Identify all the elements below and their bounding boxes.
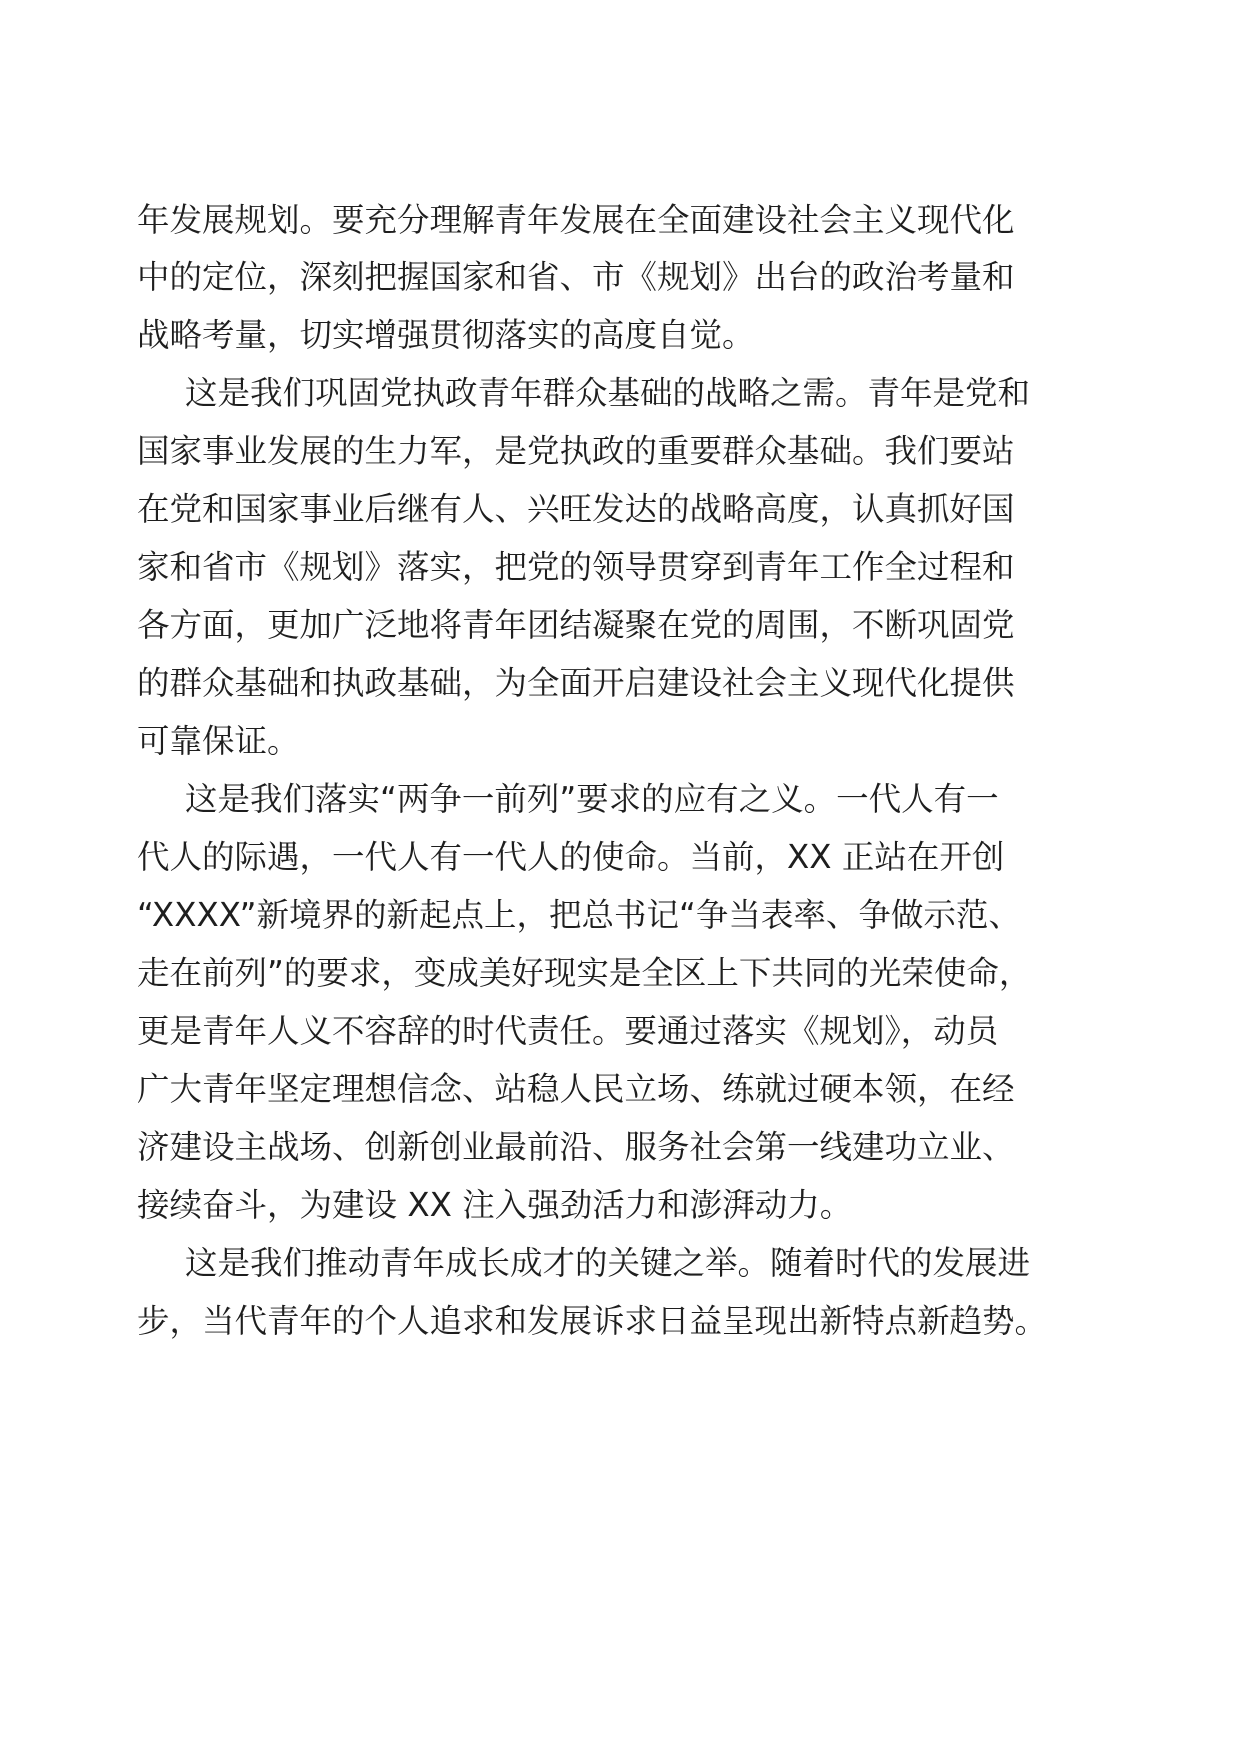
- text-line: 济建设主战场、创新创业最前沿、服务社会第一线建功立业、: [137, 1128, 1015, 1166]
- text-line: 的群众基础和执政基础，为全面开启建设社会主义现代化提供: [137, 664, 1015, 702]
- text-line: 中的定位，深刻把握国家和省、市《规划》出台的政治考量和: [137, 258, 1015, 296]
- text-line: 接续奋斗，为建设 XX 注入强劲活力和澎湃动力。: [137, 1186, 853, 1224]
- text-line: 在党和国家事业后继有人、兴旺发达的战略高度，认真抓好国: [137, 490, 1015, 528]
- text-line: 可靠保证。: [137, 722, 300, 760]
- text-line: 战略考量，切实增强贯彻落实的高度自觉。: [137, 316, 755, 354]
- text-line: 国家事业发展的生力军，是党执政的重要群众基础。我们要站: [137, 432, 1015, 470]
- text-line: 代人的际遇，一代人有一代人的使命。当前，XX 正站在开创: [137, 838, 1005, 876]
- text-line: 广大青年坚定理想信念、站稳人民立场、练就过硬本领，在经: [137, 1070, 1015, 1108]
- text-line: 这是我们巩固党执政青年群众基础的战略之需。青年是党和: [185, 374, 1031, 412]
- text-line: 这是我们落实“两争一前列”要求的应有之义。一代人有一: [185, 780, 999, 818]
- text-line: 走在前列”的要求，变成美好现实是全区上下共同的光荣使命，: [137, 954, 1032, 992]
- text-line: 年发展规划。要充分理解青年发展在全面建设社会主义现代化: [137, 201, 1015, 239]
- text-line: 更是青年人义不容辞的时代责任。要通过落实《规划》，动员: [137, 1012, 999, 1050]
- text-line: “XXXX”新境界的新起点上，把总书记“争当表率、争做示范、: [137, 896, 1021, 934]
- text-line: 步，当代青年的个人追求和发展诉求日益呈现出新特点新趋势。: [137, 1302, 1048, 1340]
- text-line: 家和省市《规划》落实，把党的领导贯穿到青年工作全过程和: [137, 548, 1015, 586]
- text-line: 这是我们推动青年成长成才的关键之举。随着时代的发展进: [185, 1244, 1031, 1282]
- text-line: 各方面，更加广泛地将青年团结凝聚在党的周围，不断巩固党: [137, 606, 1015, 644]
